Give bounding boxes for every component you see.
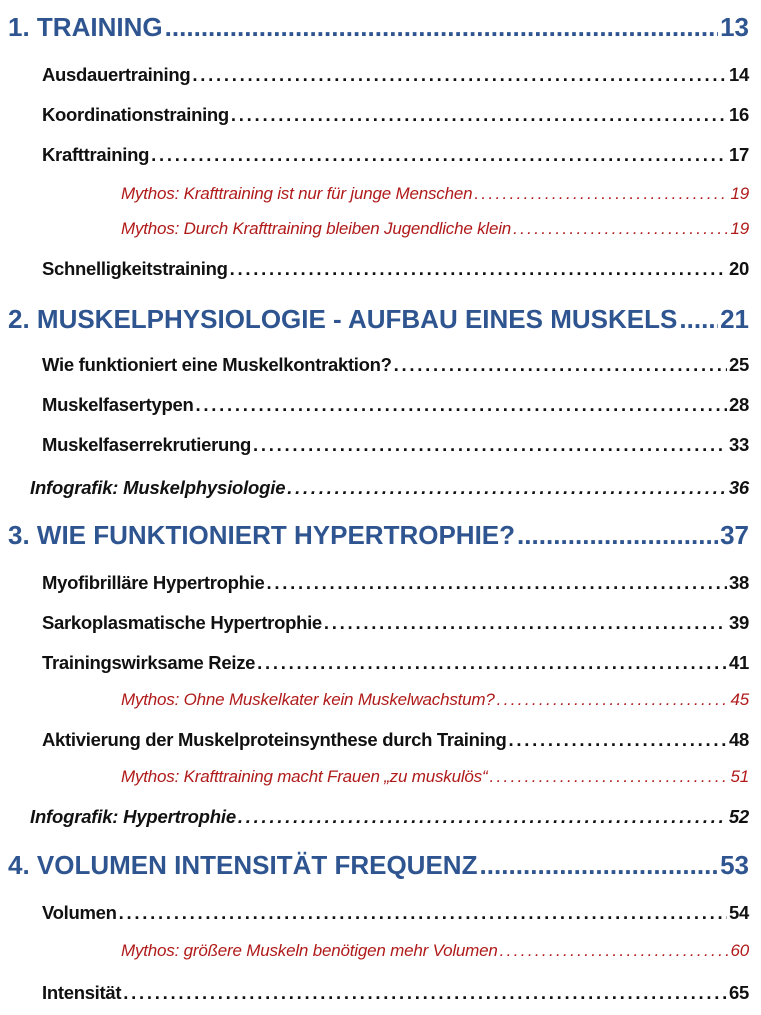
toc-entry-page: 54 — [729, 902, 749, 923]
toc-chapter-4[interactable] — [8, 850, 749, 881]
toc-entry-title: 1. TRAINING — [8, 12, 163, 42]
toc-entry-title: Krafttraining — [42, 144, 150, 165]
toc-entry-page: 45 — [730, 690, 749, 709]
dot-leader — [119, 902, 727, 924]
toc-myth[interactable] — [121, 219, 749, 239]
toc-myth[interactable] — [121, 184, 749, 204]
toc-section[interactable] — [42, 394, 749, 416]
toc-entry-title: Wie funktioniert eine Muskelkontraktion? — [42, 354, 392, 375]
toc-entry-title: Aktivierung der Muskelproteinsynthese durch Training — [42, 729, 507, 750]
toc-entry-page: 36 — [728, 477, 749, 498]
toc-entry-page: 19 — [730, 184, 749, 203]
toc-entry-title: Mythos: Durch Krafttraining bleiben Jugendliche klein — [121, 219, 512, 238]
dot-leader — [287, 477, 727, 499]
toc-entry-title: Myofibrilläre Hypertrophie — [42, 572, 265, 593]
dot-leader — [508, 729, 727, 751]
toc-myth[interactable] — [121, 767, 749, 787]
toc-entry-title: 4. VOLUMEN INTENSITÄT FREQUENZ — [8, 850, 478, 880]
dot-leader — [238, 806, 727, 828]
toc-chapter-3[interactable] — [8, 520, 749, 551]
toc-entry-page: 16 — [729, 104, 749, 125]
toc-entry-page: 39 — [729, 612, 749, 633]
toc-entry-title: Muskelfasertypen — [42, 394, 194, 415]
dot-leader — [231, 104, 727, 126]
dot-leader — [679, 304, 718, 335]
toc-entry-title: Mythos: Ohne Muskelkater kein Muskelwachstum? — [121, 690, 495, 709]
toc-infographic[interactable] — [30, 477, 749, 499]
toc-entry-title: Muskelfaserrekrutierung — [42, 434, 252, 455]
dot-leader — [257, 652, 727, 674]
toc-entry-title: 3. WIE FUNKTIONIERT HYPERTROPHIE? — [8, 520, 516, 550]
toc-entry-title: 2. MUSKELPHYSIOLOGIE - AUFBAU EINES MUSKELS — [8, 304, 678, 334]
toc-section[interactable] — [42, 652, 749, 674]
dot-leader — [195, 394, 727, 416]
toc-entry-title: Volumen — [42, 902, 117, 923]
toc-entry-page: 25 — [729, 354, 749, 375]
dot-leader — [474, 184, 728, 204]
toc-section[interactable] — [42, 258, 749, 280]
toc-entry-title: Mythos: größere Muskeln benötigen mehr Volumen — [121, 941, 498, 960]
toc-entry-title: Trainingswirksame Reize — [42, 652, 256, 673]
toc-entry-page: 41 — [729, 652, 749, 673]
dot-leader — [500, 941, 729, 961]
dot-leader — [479, 850, 718, 881]
dot-leader — [165, 12, 719, 43]
toc-section[interactable] — [42, 982, 749, 1004]
toc-myth[interactable] — [121, 690, 749, 710]
toc-entry-page: 48 — [729, 729, 749, 750]
toc-entry-page: 33 — [729, 434, 749, 455]
toc-entry-title: Koordinationstraining — [42, 104, 229, 125]
toc-entry-title: Infografik: Muskelphysiologie — [30, 477, 286, 498]
dot-leader — [324, 612, 727, 634]
dot-leader — [192, 64, 727, 86]
toc-entry-page: 14 — [729, 64, 749, 85]
toc-entry-title: Mythos: Krafttraining ist nur für junge Menschen — [121, 184, 473, 203]
toc-entry-title: Intensität — [42, 982, 122, 1003]
toc-entry-title: Ausdauertraining — [42, 64, 191, 85]
toc-myth[interactable] — [121, 941, 749, 961]
toc-entry-page: 51 — [730, 767, 749, 786]
toc-entry-page: 60 — [730, 941, 749, 960]
toc-section[interactable] — [42, 104, 749, 126]
toc-entry-page: 21 — [720, 304, 749, 334]
toc-chapter-1[interactable] — [8, 12, 749, 43]
toc-entry-title: Mythos: Krafttraining macht Frauen „zu muskulös“ — [121, 767, 488, 786]
dot-leader — [266, 572, 727, 594]
toc-chapter-2[interactable] — [8, 304, 749, 335]
toc-section[interactable] — [42, 434, 749, 456]
dot-leader — [489, 767, 728, 787]
toc-section[interactable] — [42, 354, 749, 376]
toc-entry-page: 38 — [729, 572, 749, 593]
toc-entry-page: 19 — [730, 219, 749, 238]
toc-section[interactable] — [42, 902, 749, 924]
toc-entry-page: 37 — [720, 520, 749, 550]
dot-leader — [513, 219, 728, 239]
toc-section[interactable] — [42, 144, 749, 166]
dot-leader — [253, 434, 727, 456]
dot-leader — [230, 258, 727, 280]
dot-leader — [151, 144, 727, 166]
toc-entry-page: 65 — [729, 982, 749, 1003]
toc-section[interactable] — [42, 729, 749, 751]
toc-section[interactable] — [42, 612, 749, 634]
toc-entry-title: Schnelligkeitstraining — [42, 258, 228, 279]
dot-leader — [497, 690, 729, 710]
dot-leader — [394, 354, 727, 376]
toc-entry-page: 20 — [729, 258, 749, 279]
toc-entry-page: 53 — [720, 850, 749, 880]
toc-entry-page: 13 — [720, 12, 749, 42]
dot-leader — [517, 520, 718, 551]
toc-entry-title: Sarkoplasmatische Hypertrophie — [42, 612, 322, 633]
toc-entry-title: Infografik: Hypertrophie — [30, 806, 236, 827]
toc-section[interactable] — [42, 64, 749, 86]
toc-infographic[interactable] — [30, 806, 749, 828]
toc-entry-page: 52 — [728, 806, 749, 827]
toc-entry-page: 28 — [729, 394, 749, 415]
toc-section[interactable] — [42, 572, 749, 594]
dot-leader — [123, 982, 727, 1004]
toc-entry-page: 17 — [729, 144, 749, 165]
